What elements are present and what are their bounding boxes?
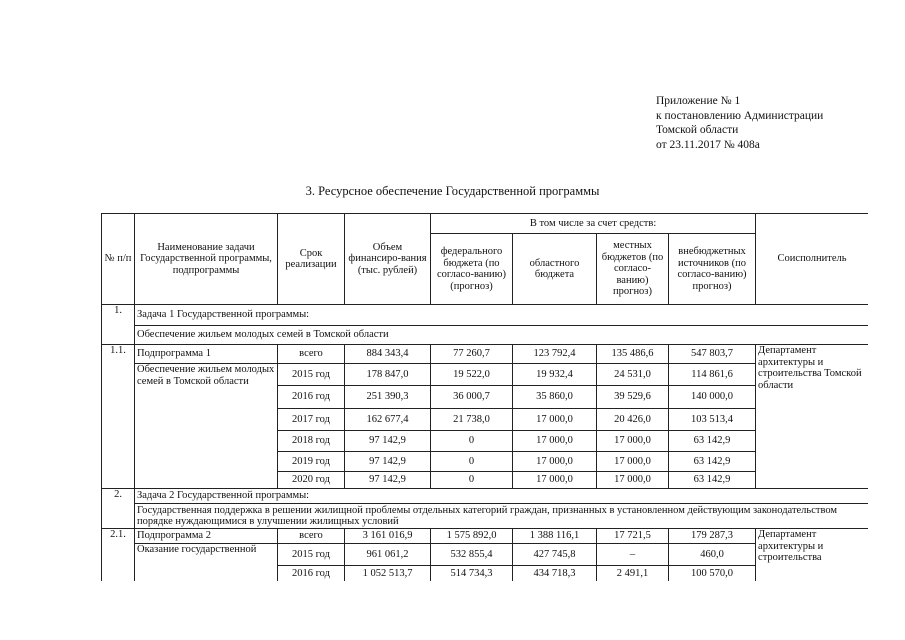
appendix-line-4: от 23.11.2017 № 408а [656, 138, 760, 151]
task2-num: 2. [102, 489, 135, 529]
sub1-term: 2020 год [278, 472, 345, 489]
sub2-reg: 434 718,3 [513, 566, 597, 582]
sub2-num: 2.1. [102, 529, 135, 582]
table-row [102, 364, 869, 386]
sub1-reg: 35 860,0 [513, 386, 597, 409]
sub1-num: 1.1. [102, 345, 135, 489]
sub2-ext: 100 570,0 [669, 566, 756, 582]
sub1-vol: 97 142,9 [345, 431, 431, 452]
sub1-loc: 17 000,0 [597, 431, 669, 452]
task2-title-row [102, 489, 869, 504]
appendix-block [656, 94, 823, 152]
sub2-coexec: Департамент архитектуры и строительства [756, 529, 868, 582]
sub2-fed: 1 575 892,0 [431, 529, 513, 544]
header-incl: В том числе за счет средств: [431, 214, 756, 234]
sub2-term: 2016 год [278, 566, 345, 582]
task2-title: Задача 2 Государственной программы: [135, 489, 869, 504]
header-term: Срок реализации [278, 214, 345, 305]
appendix-line-2: к постановлению Администрации [656, 109, 824, 122]
sub1-term: 2017 год [278, 409, 345, 431]
sub2-term: всего [278, 529, 345, 544]
sub1-vol: 97 142,9 [345, 452, 431, 472]
sub1-reg: 17 000,0 [513, 452, 597, 472]
sub1-vol: 178 847,0 [345, 364, 431, 386]
sub1-term: 2018 год [278, 431, 345, 452]
sub1-term: 2015 год [278, 364, 345, 386]
sub1-loc: 17 000,0 [597, 452, 669, 472]
task1-desc: Обеспечение жильем молодых семей в Томской области [135, 326, 869, 345]
sub1-reg: 17 000,0 [513, 472, 597, 489]
resource-table-wrapper [101, 213, 868, 581]
sub2-loc: 2 491,1 [597, 566, 669, 582]
sub2-reg: 1 388 116,1 [513, 529, 597, 544]
table-row [102, 529, 869, 544]
sub1-fed: 36 000,7 [431, 386, 513, 409]
header-coexec: Соисполнитель [756, 214, 868, 305]
sub2-loc: – [597, 544, 669, 566]
task2-desc: Государственная поддержка в решении жилищной проблемы отдельных категорий граждан, признанных в установленном действующим законодательством порядке нуждающимися в улучшении жилищных условий [135, 504, 869, 529]
header-offbudget: внебюджетных источников (по согласо-ванию) прогноз) [669, 234, 756, 305]
header-local: местных бюджетов (по согласо-ванию) прогноз) [597, 234, 669, 305]
sub1-term: 2016 год [278, 386, 345, 409]
sub1-ext: 63 142,9 [669, 472, 756, 489]
sub2-name2: Оказание государственной [135, 544, 278, 582]
sub1-ext: 63 142,9 [669, 452, 756, 472]
sub2-ext: 179 287,3 [669, 529, 756, 544]
header-row-1 [102, 214, 869, 234]
sub1-name2: Обеспечение жильем молодых семей в Томской области [135, 364, 278, 489]
sub1-vol: 97 142,9 [345, 472, 431, 489]
sub2-ext: 460,0 [669, 544, 756, 566]
sub1-vol: 251 390,3 [345, 386, 431, 409]
sub1-ext: 547 803,7 [669, 345, 756, 364]
appendix-line-1: Приложение № 1 [656, 95, 741, 107]
sub1-reg: 17 000,0 [513, 431, 597, 452]
header-volume: Объем финансиро-вания (тыс. рублей) [345, 214, 431, 305]
sub2-vol: 3 161 016,9 [345, 529, 431, 544]
header-federal: федерального бюджета (по согласо-ванию) (прогноз) [431, 234, 513, 305]
sub1-term: всего [278, 345, 345, 364]
header-regional: областного бюджета [513, 234, 597, 305]
sub2-reg: 427 745,8 [513, 544, 597, 566]
sub1-reg: 123 792,4 [513, 345, 597, 364]
sub1-fed: 77 260,7 [431, 345, 513, 364]
header-num: № п/п [102, 214, 135, 305]
sub1-fed: 0 [431, 472, 513, 489]
sub1-term: 2019 год [278, 452, 345, 472]
sub1-ext: 140 000,0 [669, 386, 756, 409]
sub1-fed: 21 738,0 [431, 409, 513, 431]
appendix-line-3: Томской области [656, 124, 739, 136]
sub1-fed: 0 [431, 452, 513, 472]
sub2-name: Подпрограмма 2 [135, 529, 278, 544]
sub1-reg: 19 932,4 [513, 364, 597, 386]
task1-title: Задача 1 Государственной программы: [135, 305, 869, 326]
sub2-loc: 17 721,5 [597, 529, 669, 544]
sub2-vol: 961 061,2 [345, 544, 431, 566]
sub1-ext: 103 513,4 [669, 409, 756, 431]
sub2-fed: 532 855,4 [431, 544, 513, 566]
sub2-vol: 1 052 513,7 [345, 566, 431, 582]
sub1-coexec: Департамент архитектуры и строительства Томской области [756, 345, 868, 489]
sub1-fed: 0 [431, 431, 513, 452]
sub1-loc: 20 426,0 [597, 409, 669, 431]
task1-num: 1. [102, 305, 135, 345]
sub2-fed: 514 734,3 [431, 566, 513, 582]
sub1-loc: 24 531,0 [597, 364, 669, 386]
sub1-fed: 19 522,0 [431, 364, 513, 386]
sub1-ext: 63 142,9 [669, 431, 756, 452]
sub1-vol: 162 677,4 [345, 409, 431, 431]
sub1-ext: 114 861,6 [669, 364, 756, 386]
sub1-name: Подпрограмма 1 [135, 345, 278, 364]
task2-desc-row [102, 504, 869, 529]
table-row [102, 345, 869, 364]
sub1-reg: 17 000,0 [513, 409, 597, 431]
sub1-loc: 17 000,0 [597, 472, 669, 489]
sub2-term: 2015 год [278, 544, 345, 566]
resource-table [101, 213, 868, 581]
header-name: Наименование задачи Государственной программы, подпрограммы [135, 214, 278, 305]
task1-desc-row [102, 326, 869, 345]
sub1-loc: 135 486,6 [597, 345, 669, 364]
task1-title-row [102, 305, 869, 326]
table-row [102, 544, 869, 566]
document-title: 3. Ресурсное обеспечение Государственной программы [305, 184, 600, 198]
sub1-loc: 39 529,6 [597, 386, 669, 409]
sub1-vol: 884 343,4 [345, 345, 431, 364]
